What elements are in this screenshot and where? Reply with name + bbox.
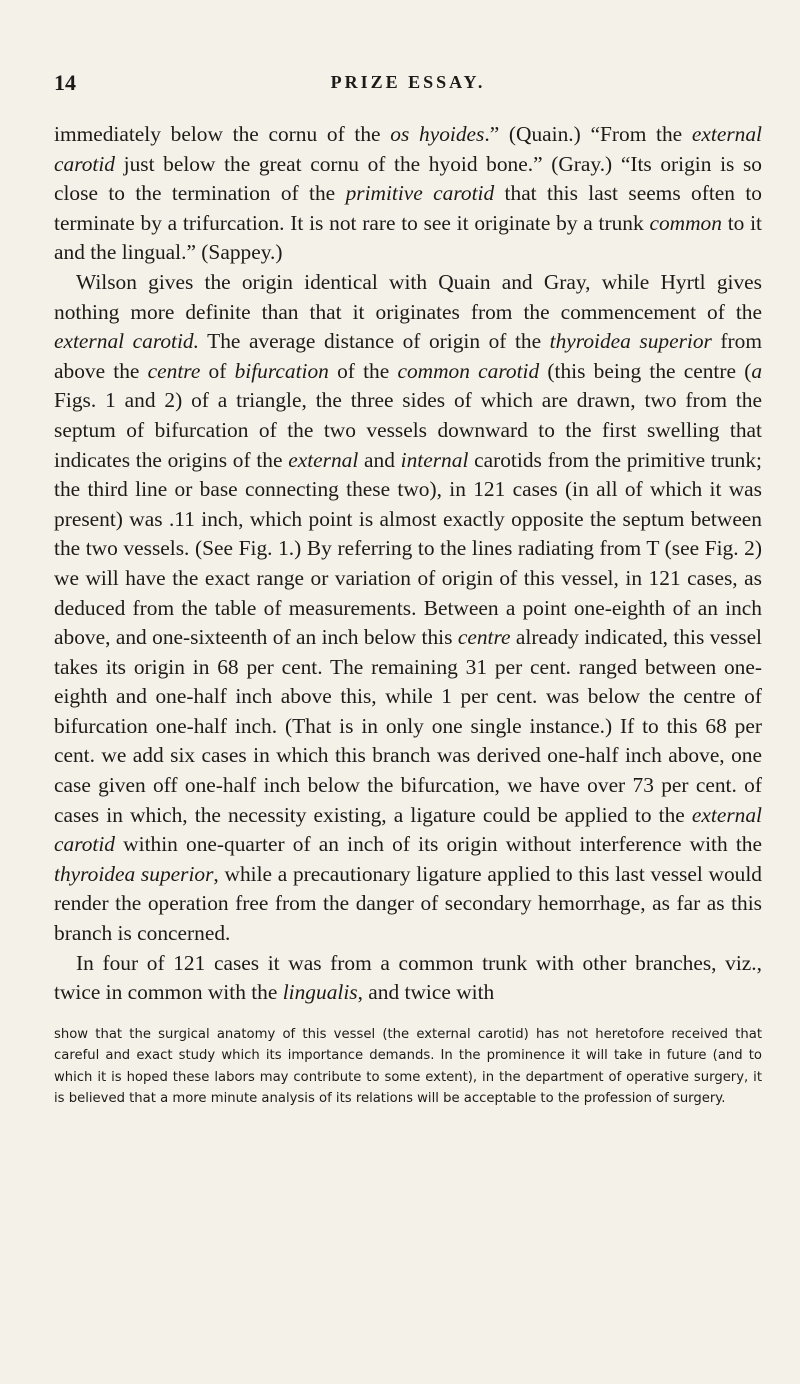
text-run: and [358,447,401,472]
text-run: from above the [54,329,763,383]
text-run: In four of 121 cases it was from a common trunk with other branches, viz., twice in common with the [54,950,762,1005]
italic-run: a [751,358,763,383]
italic-run: bifurcation [234,358,329,383]
italic-run: lingualis [282,980,358,1005]
paragraph-1 [54,120,762,268]
text-run: Figs. 1 and 2) of a triangle, the three sides of which are drawn, two from the septum of bifurcation of the two vessels downward to the first swelling that indicates the origins of the [54,388,762,472]
text-run: , while a precautionary ligature applied to this last vessel would render the operation free from the danger of secondary hemorrhage, as far as this branch is concerned. [54,861,762,946]
italic-run: thyroidea superior [54,861,214,886]
italic-run: external [288,447,359,472]
running-head: PRIZE ESSAY. [330,72,486,92]
text-run: .” (Quain.) “From the [484,122,692,146]
italic-run: external carotid [54,802,762,857]
text-run: just below the great cornu of the hyoid bone.” (Gray.) “Its origin is so close to the termination of the [54,151,762,206]
text-run: of the [328,358,398,383]
footnote-text: show that the surgical anatomy of this vessel (the external carotid) has not heretofore received that careful and exact study which its importance demands. In the prominence it will take in future (and to which it is hoped these labors may contribute to some extent), in the department of operative surgery, it is believed that a more minute analysis of its relations will be acceptable to the profession of surgery. [54,1026,762,1107]
italic-run: centre [147,358,201,383]
paragraph-2 [54,268,762,949]
text-run: Wilson gives the origin identical with Quain and Gray, while Hyrtl gives nothing more definite than that it originates from the commencement of the [54,269,762,324]
page-header [54,70,762,100]
body-text [54,120,762,1008]
text-run: to it and the lingual.” (Sappey.) [54,210,762,265]
text-run: , and twice with [357,980,495,1005]
italic-run: primitive carotid [345,181,495,206]
text-run: of [200,358,235,383]
italic-run: os hyoides [390,122,485,146]
paragraph-3 [54,949,762,1008]
page [54,70,762,1110]
italic-run: external carotid [54,122,762,176]
italic-run: common carotid [397,358,540,383]
italic-run: common [649,210,722,235]
text-run: immediately below the cornu of the [54,122,391,146]
footnote [54,1024,762,1110]
italic-run: thyroidea superior [549,329,712,354]
italic-run: centre [457,625,511,650]
text-run: carotids from the primitive trunk; the third line or base connecting these two), in 121 cases (in all of which it was present) was .11 inch, which point is almost exactly opposite the septum between the two vessels. (See Fig. 1.) By referring to the lines radiating from T (see Fig. 2) we will have the exact range or variation of origin of this vessel, in 121 cases, as deduced from the table of measurements. Between a point one-eighth of an inch above, and one-sixteenth of an inch below this [54,447,762,650]
italic-run: internal [400,447,469,472]
text-run: that this last seems often to terminate by a trifurcation. It is not rare to see it originate by a trunk [54,181,762,235]
italic-run: external carotid. [54,329,199,354]
text-run: The average distance of origin of the [198,329,550,354]
text-run: (this being the centre ( [539,358,752,383]
text-run: already indicated, this vessel takes its origin in 68 per cent. The remaining 31 per cent. ranged between one-eighth and one-half inch above this, while 1 per cent. was below the centre of bifurcation one-half inch. (That is in only one single instance.) If to this 68 per cent. we add six cases in which this branch was derived one-half inch above, one case given off one-half inch below the bifurcation, we have over 73 per cent. of cases in which, the necessity existing, a ligature could be applied to the [54,625,763,827]
text-run: within one-quarter of an inch of its origin without interference with the [115,832,762,857]
page-number: 14 [54,70,76,95]
